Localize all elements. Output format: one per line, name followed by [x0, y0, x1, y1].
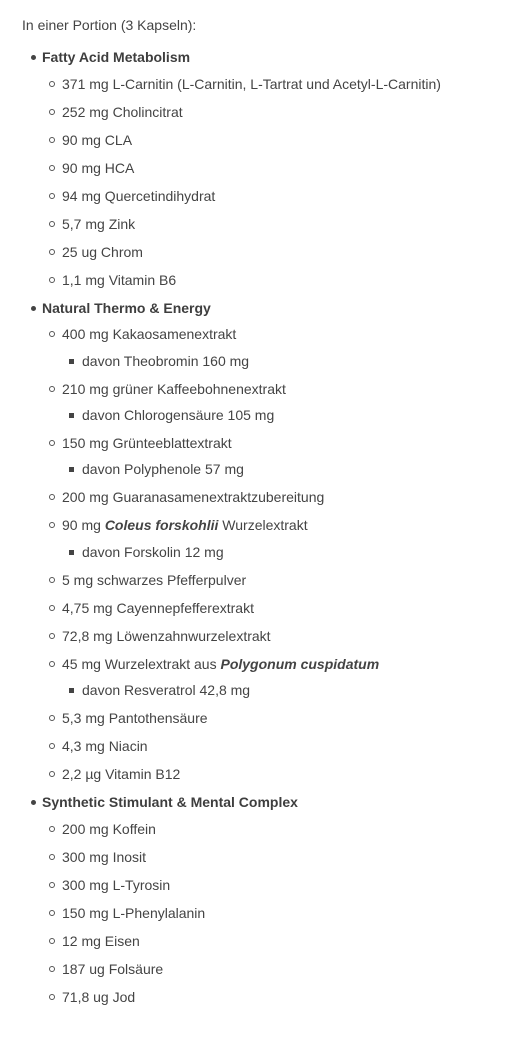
item-text: 71,8 ug Jod [62, 989, 136, 1005]
sub-ingredient-item [82, 352, 249, 370]
sub-ingredient-item [82, 681, 250, 699]
item-text: 72,8 mg Löwenzahnwurzelextrakt [62, 628, 271, 644]
bullet-circle-icon [49, 81, 55, 87]
ingredient-item [62, 599, 254, 617]
bullet-circle-icon [49, 577, 55, 583]
bullet-circle-icon [49, 249, 55, 255]
item-text: 150 mg L-Phenylalanin [62, 905, 206, 921]
item-text: 187 ug Folsäure [62, 961, 164, 977]
item-text: davon Resveratrol 42,8 mg [82, 682, 251, 698]
species-name: Coleus forskohlii [104, 517, 219, 533]
item-text: davon Theobromin 160 mg [82, 353, 250, 369]
bullet-square-icon [69, 413, 74, 418]
ingredient-item [62, 215, 135, 233]
item-text: 90 mg CLA [62, 132, 133, 148]
item-text: Wurzelextrakt [218, 517, 308, 533]
group-heading [42, 48, 190, 66]
bullet-circle-icon [49, 494, 55, 500]
ingredient-item [62, 932, 140, 950]
bullet-circle-icon [49, 109, 55, 115]
ingredient-item [62, 103, 183, 121]
bullet-circle-icon [49, 854, 55, 860]
item-text: 200 mg Guaranasamenextraktzubereitung [62, 489, 325, 505]
ingredient-item [62, 848, 146, 866]
bullet-circle-icon [49, 522, 55, 528]
item-text: 5 mg schwarzes Pfefferpulver [62, 572, 247, 588]
ingredient-item [62, 765, 180, 783]
ingredient-item [62, 737, 148, 755]
sub-ingredient-item [82, 460, 244, 478]
bullet-circle-icon [49, 994, 55, 1000]
item-text: 150 mg Grünteeblattextrakt [62, 435, 232, 451]
group-heading [42, 793, 298, 811]
item-text: Natural Thermo & Energy [42, 300, 211, 316]
ingredient-item [62, 325, 236, 343]
ingredient-item [62, 571, 246, 589]
ingredient-item [62, 627, 271, 645]
item-text: 371 mg L-Carnitin (L-Carnitin, L-Tartrat und Acetyl-L-Carnitin) [62, 76, 441, 92]
bullet-circle-icon [49, 771, 55, 777]
item-text: 200 mg Koffein [62, 821, 156, 837]
bullet-square-icon [69, 688, 74, 693]
ingredient-item [62, 516, 308, 534]
ingredient-item [62, 131, 132, 149]
item-text: Fatty Acid Metabolism [42, 49, 191, 65]
bullet-square-icon [69, 467, 74, 472]
bullet-disc-icon [31, 306, 36, 311]
item-text: 4,3 mg Niacin [62, 738, 148, 754]
item-text: 1,1 mg Vitamin B6 [62, 272, 177, 288]
bullet-circle-icon [49, 633, 55, 639]
bullet-square-icon [69, 550, 74, 555]
item-text: 12 mg Eisen [62, 933, 140, 949]
bullet-circle-icon [49, 661, 55, 667]
item-text: 400 mg Kakaosamenextrakt [62, 326, 237, 342]
item-text: 252 mg Cholincitrat [62, 104, 183, 120]
item-text: 2,2 µg Vitamin B12 [62, 766, 181, 782]
species-name: Polygonum cuspidatum [220, 656, 380, 672]
item-text: 5,3 mg Pantothensäure [62, 710, 208, 726]
bullet-circle-icon [49, 910, 55, 916]
ingredient-item [62, 187, 215, 205]
bullet-circle-icon [49, 605, 55, 611]
ingredient-item [62, 820, 156, 838]
item-text: 210 mg grüner Kaffeebohnenextrakt [62, 381, 286, 397]
bullet-circle-icon [49, 826, 55, 832]
item-text: davon Polyphenole 57 mg [82, 461, 244, 477]
sub-ingredient-item [82, 543, 224, 561]
intro-text: In einer Portion (3 Kapseln): [22, 17, 197, 33]
item-text: 4,75 mg Cayennepfefferextrakt [62, 600, 254, 616]
ingredient-item [62, 380, 286, 398]
bullet-disc-icon [31, 55, 36, 60]
sub-ingredient-item [82, 406, 274, 424]
item-text: 5,7 mg Zink [62, 216, 136, 232]
bullet-circle-icon [49, 331, 55, 337]
item-text: 300 mg L-Tyrosin [62, 877, 171, 893]
group-heading [42, 299, 211, 317]
bullet-circle-icon [49, 221, 55, 227]
ingredient-item [62, 159, 134, 177]
item-text: Synthetic Stimulant & Mental Complex [42, 794, 298, 810]
bullet-circle-icon [49, 882, 55, 888]
item-text: davon Forskolin 12 mg [82, 544, 224, 560]
ingredient-item [62, 904, 205, 922]
bullet-circle-icon [49, 137, 55, 143]
bullet-circle-icon [49, 193, 55, 199]
item-text: 300 mg Inosit [62, 849, 147, 865]
ingredient-item [62, 271, 176, 289]
bullet-circle-icon [49, 743, 55, 749]
bullet-circle-icon [49, 715, 55, 721]
bullet-square-icon [69, 359, 74, 364]
item-text: 25 ug Chrom [62, 244, 143, 260]
item-text: davon Chlorogensäure 105 mg [82, 407, 275, 423]
item-text: 94 mg Quercetindihydrat [62, 188, 216, 204]
ingredient-item [62, 243, 143, 261]
ingredient-item [62, 709, 208, 727]
bullet-disc-icon [31, 800, 36, 805]
bullet-circle-icon [49, 386, 55, 392]
bullet-circle-icon [49, 440, 55, 446]
ingredient-item [62, 876, 170, 894]
bullet-circle-icon [49, 966, 55, 972]
ingredient-item [62, 434, 232, 452]
ingredient-item [62, 960, 163, 978]
bullet-circle-icon [49, 277, 55, 283]
ingredient-item [62, 75, 441, 93]
bullet-circle-icon [49, 165, 55, 171]
item-text: 45 mg Wurzelextrakt aus [62, 656, 221, 672]
item-text: 90 mg HCA [62, 160, 135, 176]
ingredient-item [62, 655, 379, 673]
ingredient-item [62, 488, 324, 506]
bullet-circle-icon [49, 938, 55, 944]
item-text: 90 mg [62, 517, 105, 533]
ingredient-item [62, 988, 135, 1006]
